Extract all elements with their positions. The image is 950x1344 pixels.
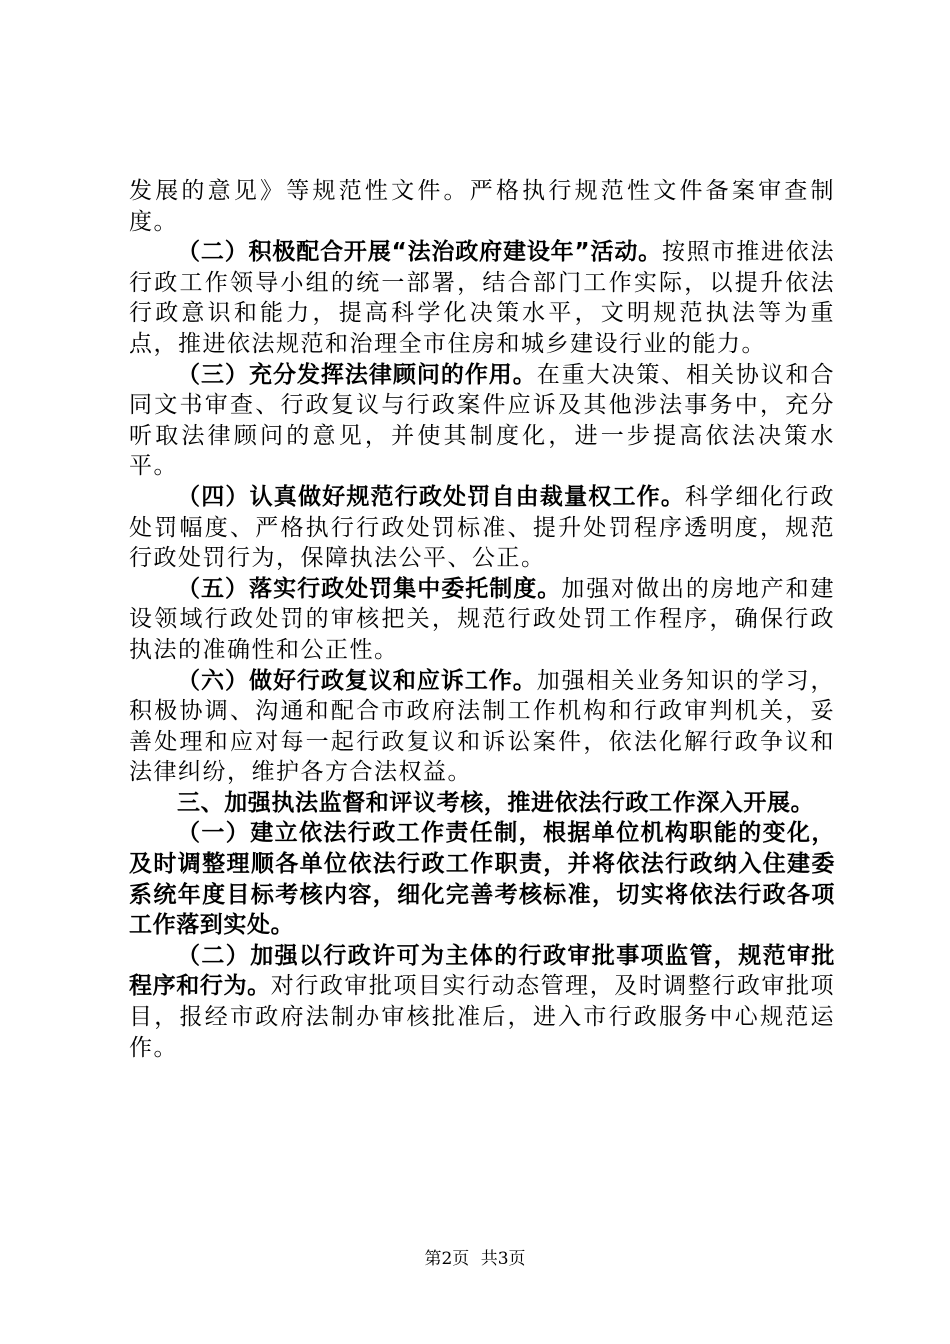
document-body	[129, 176, 835, 1063]
paragraph-text: 加强对做出的房地产和建设领域行政处罚的审核把关，规范行政处罚工作程序，确保行政执法的准确性和公正性。	[129, 575, 836, 663]
paragraph-item-3	[129, 360, 835, 482]
page-footer	[0, 1244, 950, 1269]
paragraph-text: 发展的意见》等规范性文件。严格执行规范性文件备案审查制度。	[129, 178, 835, 235]
paragraph-heading: （五）落实行政处罚集中委托制度。	[177, 575, 562, 602]
paragraph-heading: （二）加强以行政许可为主体的行政审批事项监管，规范审批程序和行为。	[129, 942, 835, 1000]
paragraph-text: 按照市推进依法行政工作领导小组的统一部署，结合部门工作实际，以提升依法行政意识和能力，提高科学化决策水平，文明规范执法等为重点，推进依法规范和治理全市住房和城乡建设行业的能力。	[129, 239, 835, 357]
paragraph-heading: （三）充分发挥法律顾问的作用。	[177, 361, 537, 388]
paragraph-item-4	[129, 482, 835, 574]
paragraph-text: 对行政审批项目实行动态管理，及时调整行政审批项目，报经市政府法制办审核批准后，进入市行政服务中心规范运作。	[129, 973, 835, 1061]
paragraph-text: 在重大决策、相关协议和合同文书审查、行政复议与行政案件应诉及其他涉法事务中，充分听取法律顾问的意见，并使其制度化，进一步提高依法决策水平。	[129, 361, 836, 480]
paragraph-item-5	[129, 574, 835, 666]
paragraph-text: 科学细化行政处罚幅度、严格执行行政处罚标准、提升处罚程序透明度，规范行政处罚行为，保障执法公平、公正。	[129, 483, 835, 572]
section-heading-text: 三、加强执法监督和评议考核，推进依法行政工作深入开展。	[177, 789, 815, 816]
paragraph-text: 加强相关业务知识的学习，积极协调、沟通和配合市政府法制工作机构和行政审判机关，妥善处理和应对每一起行政复议和诉讼案件，依法化解行政争议和法律纠纷，维护各方合法权益。	[129, 667, 836, 786]
paragraph-item-6	[129, 666, 835, 788]
paragraph-continuation	[129, 176, 835, 237]
paragraph-heading: （四）认真做好规范行政处罚自由裁量权工作。	[177, 483, 686, 510]
paragraph-item-2	[129, 237, 835, 359]
paragraph-text: （一）建立依法行政工作责任制，根据单位机构职能的变化，及时调整理顺各单位依法行政工作职责，并将依法行政纳入住建委系统年度目标考核内容，细化完善考核标准，切实将依法行政各项工作落到实处。	[129, 820, 835, 939]
paragraph-heading: （二）积极配合开展“法治政府建设年”活动。	[177, 239, 663, 266]
page-number: 第2页	[424, 1249, 470, 1269]
section-heading-3	[129, 788, 835, 819]
paragraph-section3-item-2	[129, 941, 835, 1063]
page-total: 共3页	[480, 1249, 526, 1269]
paragraph-section3-item-1	[129, 818, 835, 940]
paragraph-heading: （六）做好行政复议和应诉工作。	[177, 667, 537, 694]
